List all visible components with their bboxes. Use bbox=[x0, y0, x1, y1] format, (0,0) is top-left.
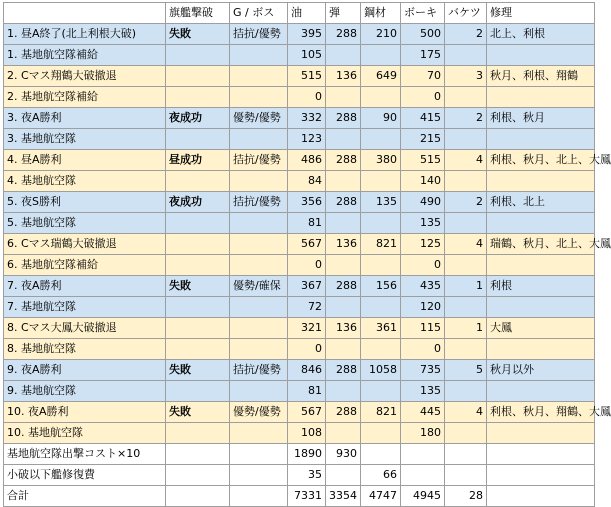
gboss-cell bbox=[230, 213, 288, 234]
bauxite-cell: 120 bbox=[401, 297, 445, 318]
bucket-cell bbox=[445, 423, 487, 444]
table-row bbox=[4, 171, 595, 192]
ammo-cell bbox=[326, 255, 361, 276]
flagship-cell bbox=[166, 297, 230, 318]
ammo-cell bbox=[326, 381, 361, 402]
gboss-cell bbox=[230, 297, 288, 318]
label-cell: 3. 基地航空隊 bbox=[4, 129, 166, 150]
repair-cell: 北上、利根 bbox=[487, 24, 595, 45]
table-row bbox=[4, 108, 595, 129]
bucket-cell bbox=[445, 255, 487, 276]
steel-cell: 66 bbox=[361, 465, 401, 486]
label-cell: 10. 基地航空隊 bbox=[4, 423, 166, 444]
table-row bbox=[4, 402, 595, 423]
steel-cell: 4747 bbox=[361, 486, 401, 507]
fuel-cell: 35 bbox=[288, 465, 326, 486]
steel-cell bbox=[361, 297, 401, 318]
bucket-cell bbox=[445, 129, 487, 150]
flagship-cell bbox=[166, 486, 230, 507]
fuel-cell: 395 bbox=[288, 24, 326, 45]
ammo-cell bbox=[326, 465, 361, 486]
repair-cell bbox=[487, 129, 595, 150]
flagship-cell bbox=[166, 465, 230, 486]
repair-cell: 瑞鶴、秋月、北上、大鳳 bbox=[487, 234, 595, 255]
bucket-cell: 4 bbox=[445, 234, 487, 255]
bucket-cell bbox=[445, 45, 487, 66]
flagship-cell bbox=[166, 171, 230, 192]
flagship-cell: 夜成功 bbox=[166, 192, 230, 213]
steel-cell bbox=[361, 87, 401, 108]
steel-cell: 380 bbox=[361, 150, 401, 171]
repair-cell bbox=[487, 381, 595, 402]
gboss-cell bbox=[230, 444, 288, 465]
ammo-cell: 288 bbox=[326, 360, 361, 381]
bauxite-cell: 0 bbox=[401, 255, 445, 276]
gboss-cell bbox=[230, 45, 288, 66]
repair-cell bbox=[487, 465, 595, 486]
repair-cell: 利根、秋月、北上、大鳳 bbox=[487, 150, 595, 171]
bucket-cell: 3 bbox=[445, 66, 487, 87]
repair-cell: 秋月、利根、翔鶴 bbox=[487, 66, 595, 87]
repair-cell: 利根、秋月 bbox=[487, 108, 595, 129]
bucket-cell bbox=[445, 213, 487, 234]
fuel-cell: 0 bbox=[288, 339, 326, 360]
flagship-cell: 失敗 bbox=[166, 24, 230, 45]
ammo-cell: 288 bbox=[326, 402, 361, 423]
label-cell: 基地航空隊出撃コスト×10 bbox=[4, 444, 166, 465]
flagship-cell bbox=[166, 381, 230, 402]
steel-cell: 821 bbox=[361, 234, 401, 255]
flagship-cell bbox=[166, 339, 230, 360]
table-row bbox=[4, 150, 595, 171]
bauxite-cell: 115 bbox=[401, 318, 445, 339]
gboss-cell: 拮抗/優勢 bbox=[230, 150, 288, 171]
bucket-cell: 2 bbox=[445, 24, 487, 45]
column-header-fuel: 油 bbox=[288, 3, 326, 24]
steel-cell bbox=[361, 45, 401, 66]
repair-cell: 大鳳 bbox=[487, 318, 595, 339]
label-cell: 8. 基地航空隊 bbox=[4, 339, 166, 360]
gboss-cell: 拮抗/優勢 bbox=[230, 360, 288, 381]
column-header-bucket: バケツ bbox=[445, 3, 487, 24]
gboss-cell bbox=[230, 129, 288, 150]
bucket-cell: 28 bbox=[445, 486, 487, 507]
steel-cell bbox=[361, 129, 401, 150]
gboss-cell bbox=[230, 66, 288, 87]
column-header-gboss: G / ボス bbox=[230, 3, 288, 24]
bucket-cell: 4 bbox=[445, 150, 487, 171]
gboss-cell bbox=[230, 234, 288, 255]
bucket-cell: 4 bbox=[445, 402, 487, 423]
label-cell: 8. Cマス大鳳大破撤退 bbox=[4, 318, 166, 339]
label-cell: 9. 基地航空隊 bbox=[4, 381, 166, 402]
repair-cell bbox=[487, 87, 595, 108]
repair-cell: 利根 bbox=[487, 276, 595, 297]
gboss-cell: 優勢/優勢 bbox=[230, 402, 288, 423]
repair-cell bbox=[487, 486, 595, 507]
steel-cell: 135 bbox=[361, 192, 401, 213]
label-cell: 1. 基地航空隊補給 bbox=[4, 45, 166, 66]
steel-cell bbox=[361, 255, 401, 276]
fuel-cell: 486 bbox=[288, 150, 326, 171]
table-row bbox=[4, 381, 595, 402]
bauxite-cell bbox=[401, 465, 445, 486]
column-header-steel: 鋼材 bbox=[361, 3, 401, 24]
repair-cell bbox=[487, 171, 595, 192]
table-row bbox=[4, 339, 595, 360]
bucket-cell bbox=[445, 339, 487, 360]
ammo-cell bbox=[326, 45, 361, 66]
bucket-cell: 1 bbox=[445, 318, 487, 339]
flagship-cell bbox=[166, 129, 230, 150]
label-cell: 1. 昼A終了(北上利根大破) bbox=[4, 24, 166, 45]
steel-cell bbox=[361, 381, 401, 402]
flagship-cell: 夜成功 bbox=[166, 108, 230, 129]
bauxite-cell: 0 bbox=[401, 87, 445, 108]
gboss-cell bbox=[230, 255, 288, 276]
fuel-cell: 567 bbox=[288, 402, 326, 423]
column-header-flagship: 旗艦撃破 bbox=[166, 3, 230, 24]
steel-cell: 649 bbox=[361, 66, 401, 87]
bucket-cell: 1 bbox=[445, 276, 487, 297]
steel-cell: 210 bbox=[361, 24, 401, 45]
fuel-cell: 105 bbox=[288, 45, 326, 66]
table-row bbox=[4, 276, 595, 297]
label-cell: 6. Cマス瑞鶴大破撤退 bbox=[4, 234, 166, 255]
ammo-cell bbox=[326, 423, 361, 444]
steel-cell bbox=[361, 444, 401, 465]
column-header-repair: 修理 bbox=[487, 3, 595, 24]
fuel-cell: 123 bbox=[288, 129, 326, 150]
bauxite-cell: 135 bbox=[401, 213, 445, 234]
fuel-cell: 515 bbox=[288, 66, 326, 87]
table-row bbox=[4, 318, 595, 339]
bauxite-cell: 180 bbox=[401, 423, 445, 444]
bauxite-cell: 4945 bbox=[401, 486, 445, 507]
gboss-cell bbox=[230, 318, 288, 339]
bucket-cell bbox=[445, 171, 487, 192]
label-cell: 4. 昼A勝利 bbox=[4, 150, 166, 171]
label-cell: 2. Cマス翔鶴大破撤退 bbox=[4, 66, 166, 87]
repair-cell bbox=[487, 297, 595, 318]
steel-cell: 821 bbox=[361, 402, 401, 423]
bauxite-cell: 140 bbox=[401, 171, 445, 192]
fuel-cell: 846 bbox=[288, 360, 326, 381]
fuel-cell: 1890 bbox=[288, 444, 326, 465]
table-row bbox=[4, 192, 595, 213]
repair-cell bbox=[487, 339, 595, 360]
steel-cell bbox=[361, 423, 401, 444]
fuel-cell: 81 bbox=[288, 381, 326, 402]
repair-cell: 利根、北上 bbox=[487, 192, 595, 213]
steel-cell: 90 bbox=[361, 108, 401, 129]
gboss-cell bbox=[230, 171, 288, 192]
gboss-cell bbox=[230, 486, 288, 507]
ammo-cell bbox=[326, 213, 361, 234]
steel-cell: 361 bbox=[361, 318, 401, 339]
repair-cell bbox=[487, 444, 595, 465]
gboss-cell bbox=[230, 87, 288, 108]
ammo-cell: 3354 bbox=[326, 486, 361, 507]
flagship-cell: 失敗 bbox=[166, 402, 230, 423]
bauxite-cell: 445 bbox=[401, 402, 445, 423]
repair-cell bbox=[487, 255, 595, 276]
table-row bbox=[4, 423, 595, 444]
table-row bbox=[4, 213, 595, 234]
repair-cell: 秋月以外 bbox=[487, 360, 595, 381]
gboss-cell: 拮抗/優勢 bbox=[230, 24, 288, 45]
table-row bbox=[4, 129, 595, 150]
label-cell: 9. 夜A勝利 bbox=[4, 360, 166, 381]
flagship-cell: 失敗 bbox=[166, 276, 230, 297]
fuel-cell: 81 bbox=[288, 213, 326, 234]
header-row bbox=[4, 3, 595, 24]
ammo-cell: 288 bbox=[326, 24, 361, 45]
table-row bbox=[4, 297, 595, 318]
steel-cell bbox=[361, 171, 401, 192]
gboss-cell bbox=[230, 381, 288, 402]
label-cell: 合計 bbox=[4, 486, 166, 507]
ammo-cell bbox=[326, 171, 361, 192]
label-cell: 4. 基地航空隊 bbox=[4, 171, 166, 192]
table-row bbox=[4, 486, 595, 507]
steel-cell bbox=[361, 213, 401, 234]
column-header-ammo: 弾 bbox=[326, 3, 361, 24]
fuel-cell: 321 bbox=[288, 318, 326, 339]
table-row bbox=[4, 45, 595, 66]
bucket-cell bbox=[445, 297, 487, 318]
bauxite-cell: 175 bbox=[401, 45, 445, 66]
label-cell: 5. 基地航空隊 bbox=[4, 213, 166, 234]
label-cell: 6. 基地航空隊補給 bbox=[4, 255, 166, 276]
table-row bbox=[4, 360, 595, 381]
table-row bbox=[4, 444, 595, 465]
bauxite-cell: 135 bbox=[401, 381, 445, 402]
fuel-cell: 72 bbox=[288, 297, 326, 318]
label-cell: 10. 夜A勝利 bbox=[4, 402, 166, 423]
label-cell: 5. 夜S勝利 bbox=[4, 192, 166, 213]
fuel-cell: 0 bbox=[288, 255, 326, 276]
steel-cell: 1058 bbox=[361, 360, 401, 381]
fuel-cell: 367 bbox=[288, 276, 326, 297]
bucket-cell: 5 bbox=[445, 360, 487, 381]
label-cell: 3. 夜A勝利 bbox=[4, 108, 166, 129]
table-row bbox=[4, 24, 595, 45]
ammo-cell: 136 bbox=[326, 66, 361, 87]
ammo-cell: 288 bbox=[326, 276, 361, 297]
ammo-cell: 288 bbox=[326, 150, 361, 171]
bauxite-cell: 215 bbox=[401, 129, 445, 150]
bauxite-cell: 0 bbox=[401, 339, 445, 360]
ammo-cell: 136 bbox=[326, 234, 361, 255]
ammo-cell bbox=[326, 87, 361, 108]
flagship-cell bbox=[166, 213, 230, 234]
gboss-cell: 優勢/優勢 bbox=[230, 108, 288, 129]
flagship-cell bbox=[166, 45, 230, 66]
flagship-cell bbox=[166, 318, 230, 339]
repair-cell bbox=[487, 423, 595, 444]
label-cell: 小破以下艦修復費 bbox=[4, 465, 166, 486]
label-cell: 7. 夜A勝利 bbox=[4, 276, 166, 297]
bauxite-cell: 500 bbox=[401, 24, 445, 45]
fuel-cell: 0 bbox=[288, 87, 326, 108]
fuel-cell: 332 bbox=[288, 108, 326, 129]
fuel-cell: 356 bbox=[288, 192, 326, 213]
flagship-cell bbox=[166, 255, 230, 276]
table-row bbox=[4, 234, 595, 255]
bauxite-cell bbox=[401, 444, 445, 465]
flagship-cell bbox=[166, 444, 230, 465]
repair-cell: 利根、秋月、翔鶴、大鳳 bbox=[487, 402, 595, 423]
column-header-label bbox=[4, 3, 166, 24]
flagship-cell: 失敗 bbox=[166, 360, 230, 381]
bauxite-cell: 735 bbox=[401, 360, 445, 381]
table-row bbox=[4, 255, 595, 276]
bauxite-cell: 125 bbox=[401, 234, 445, 255]
flagship-cell bbox=[166, 423, 230, 444]
ammo-cell: 136 bbox=[326, 318, 361, 339]
bucket-cell bbox=[445, 381, 487, 402]
table-row bbox=[4, 66, 595, 87]
flagship-cell bbox=[166, 87, 230, 108]
bucket-cell bbox=[445, 444, 487, 465]
label-cell: 2. 基地航空隊補給 bbox=[4, 87, 166, 108]
fuel-cell: 567 bbox=[288, 234, 326, 255]
bucket-cell bbox=[445, 87, 487, 108]
gboss-cell bbox=[230, 423, 288, 444]
repair-cell bbox=[487, 45, 595, 66]
fuel-cell: 108 bbox=[288, 423, 326, 444]
gboss-cell bbox=[230, 465, 288, 486]
steel-cell bbox=[361, 339, 401, 360]
label-cell: 7. 基地航空隊 bbox=[4, 297, 166, 318]
gboss-cell: 優勢/確保 bbox=[230, 276, 288, 297]
gboss-cell: 拮抗/優勢 bbox=[230, 192, 288, 213]
bucket-cell: 2 bbox=[445, 192, 487, 213]
gboss-cell bbox=[230, 339, 288, 360]
flagship-cell bbox=[166, 66, 230, 87]
bauxite-cell: 515 bbox=[401, 150, 445, 171]
battle-cost-table bbox=[3, 2, 611, 507]
ammo-cell: 288 bbox=[326, 108, 361, 129]
steel-cell: 156 bbox=[361, 276, 401, 297]
flagship-cell: 昼成功 bbox=[166, 150, 230, 171]
ammo-cell: 930 bbox=[326, 444, 361, 465]
bucket-cell: 2 bbox=[445, 108, 487, 129]
fuel-cell: 84 bbox=[288, 171, 326, 192]
table-row bbox=[4, 87, 595, 108]
ammo-cell bbox=[326, 297, 361, 318]
bauxite-cell: 435 bbox=[401, 276, 445, 297]
bauxite-cell: 70 bbox=[401, 66, 445, 87]
bauxite-cell: 415 bbox=[401, 108, 445, 129]
column-header-bauxite: ボーキ bbox=[401, 3, 445, 24]
ammo-cell: 288 bbox=[326, 192, 361, 213]
ammo-cell bbox=[326, 339, 361, 360]
fuel-cell: 7331 bbox=[288, 486, 326, 507]
repair-cell bbox=[487, 213, 595, 234]
flagship-cell bbox=[166, 234, 230, 255]
ammo-cell bbox=[326, 129, 361, 150]
table-row bbox=[4, 465, 595, 486]
bauxite-cell: 490 bbox=[401, 192, 445, 213]
bucket-cell bbox=[445, 465, 487, 486]
